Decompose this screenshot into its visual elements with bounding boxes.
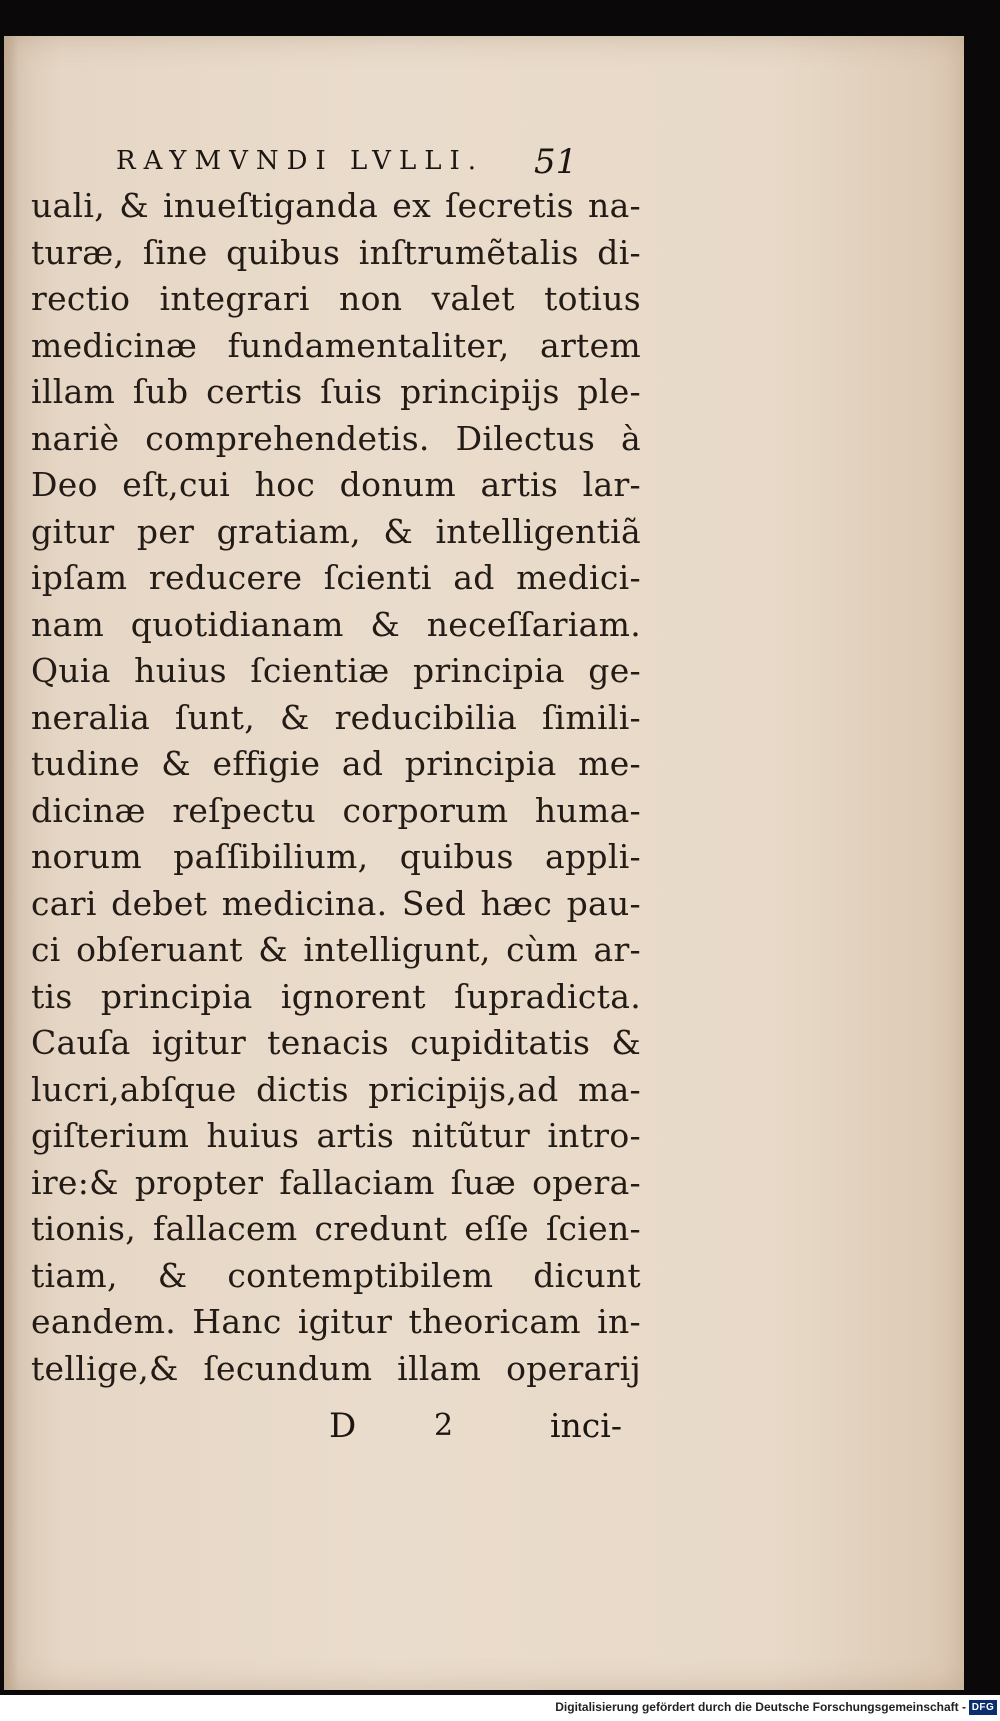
body-text [31, 183, 641, 1392]
text-line: uali, & inueſtiganda ex ſecretis na- [31, 186, 641, 225]
text-line: lucri,abſque dictis pricipijs,ad ma- [31, 1069, 641, 1109]
text-line: eandem. Hanc igitur theoricam in- [31, 1302, 641, 1341]
text-line: cari debet medicina. Sed hæc pau- [31, 883, 641, 923]
text-line: nariè comprehendetis. Dilectus à [31, 418, 641, 458]
text-line: Quia huius ſcientiæ principia ge- [31, 651, 641, 690]
text-line: Cauſa igitur tenacis cupiditatis & [31, 1023, 641, 1062]
text-line: ipſam reducere ſcienti ad medici- [31, 558, 641, 597]
book-page [4, 36, 964, 1690]
funding-credit: Digitalisierung gefördert durch die Deutsche Forschungsgemeinschaft - [555, 1700, 966, 1714]
catchword: inci- [550, 1406, 622, 1445]
text-line: norum paſſibilium, quibus appli- [31, 837, 641, 876]
text-line: nam quotidianam & neceſſariam. [31, 604, 641, 644]
text-line: tionis, fallacem credunt eſſe ſcien- [31, 1209, 641, 1248]
signature-line [4, 1406, 664, 1456]
text-line: Deo eſt,cui hoc donum artis lar- [31, 465, 641, 504]
text-line: tudine & effigie ad principia me- [31, 744, 641, 783]
digitization-footer [0, 1696, 1000, 1721]
running-head-title: RAYMVNDI LVLLI. [116, 146, 485, 176]
page-number: 51 [534, 142, 578, 182]
signature-number: 2 [434, 1408, 454, 1443]
text-line: tellige,& ſecundum illam operarij [31, 1348, 641, 1388]
text-line: rectio integrari non valet totius [31, 279, 641, 318]
text-line: gitur per gratiam, & intelligentiã [31, 511, 641, 551]
text-line: turæ, ſine quibus inſtrumẽtalis di- [31, 232, 641, 272]
text-line: ire:& propter fallaciam ſuæ opera- [31, 1162, 641, 1202]
text-line: tiam, & contemptibilem dicunt [31, 1255, 641, 1295]
running-head [4, 142, 664, 186]
text-line: dicinæ reſpectu corporum huma- [31, 790, 641, 830]
dfg-logo: DFG [969, 1700, 997, 1715]
text-line: neralia ſunt, & reducibilia ſimili- [31, 697, 641, 737]
signature-mark: D [329, 1406, 357, 1446]
text-line: ci obſeruant & intelligunt, cùm ar- [31, 930, 641, 969]
text-line: giſterium huius artis nitũtur intro- [31, 1116, 641, 1155]
text-line: illam ſub certis ſuis principijs ple- [31, 372, 641, 411]
text-line: tis principia ignorent ſupradicta. [31, 976, 641, 1016]
text-line: medicinæ fundamentaliter, artem [31, 325, 641, 365]
